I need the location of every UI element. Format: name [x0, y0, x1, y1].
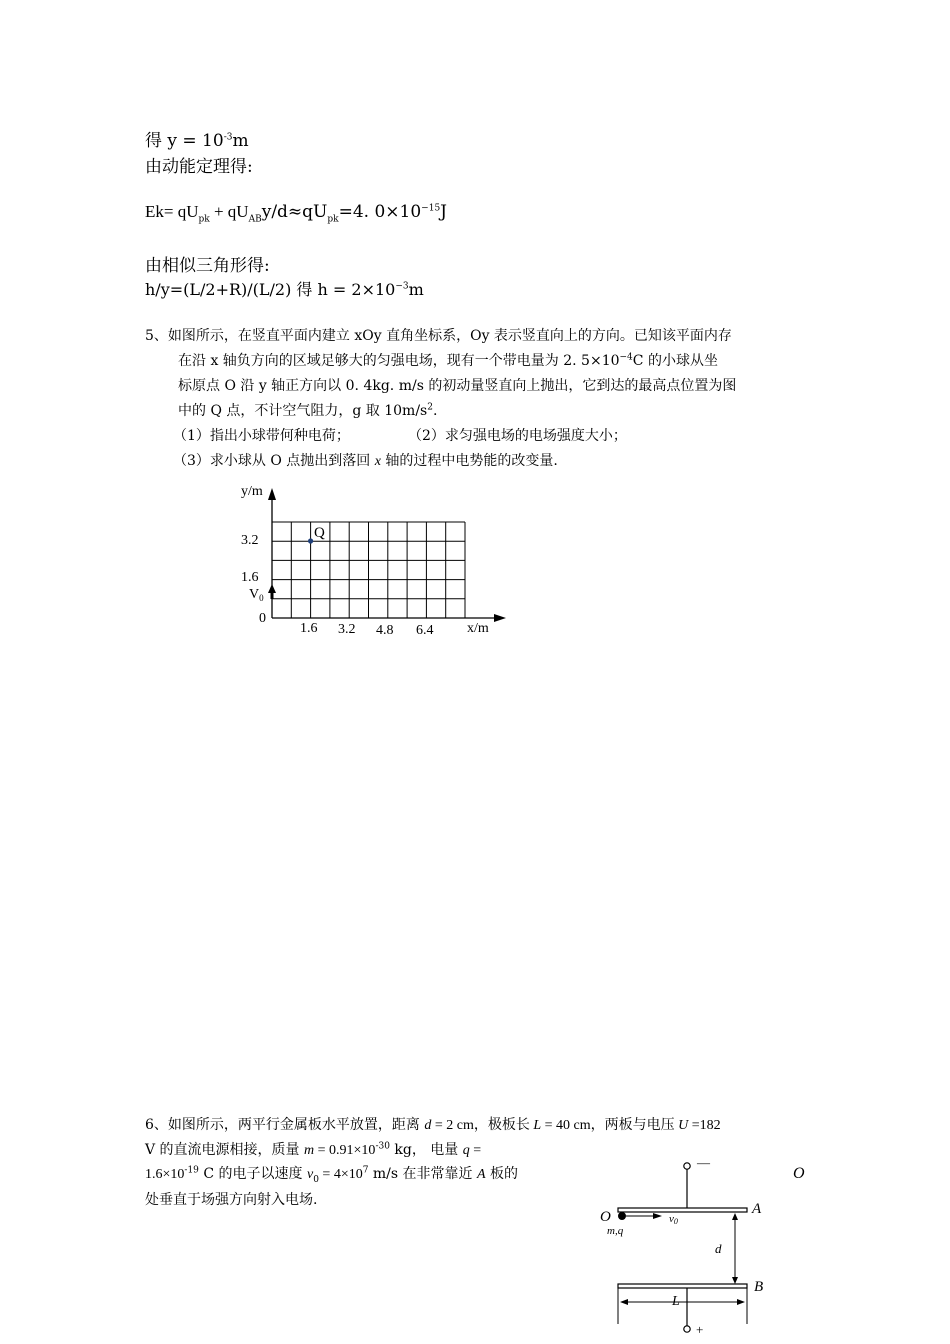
- plate-b-label: B: [754, 1279, 764, 1295]
- y-tick-3-2: 3.2: [241, 533, 259, 548]
- point-q-label: Q: [314, 525, 325, 541]
- x-axis-label: x/m: [467, 621, 489, 636]
- q6-line-4: 处垂直于场强方向射入电场.: [145, 1192, 318, 1208]
- electron-dot: [618, 1212, 626, 1220]
- length-arrow-right: [737, 1299, 745, 1305]
- gap-label: d: [715, 1241, 722, 1256]
- result-y-line: 得 $y = 10^{-3}m$: [145, 131, 249, 151]
- gap-arrow-top: [732, 1213, 738, 1220]
- minus-sign: —: [697, 1155, 710, 1170]
- origin-label: 0: [259, 611, 266, 626]
- y-axis-label: y/m: [241, 484, 263, 499]
- x-tick-6-4: 6.4: [416, 623, 434, 638]
- q5-line-3: 标原点 O 沿 y 轴正方向以 0. 4kg. m/s 的初动量竖直向上抛出，它到达的最高点位置为图: [178, 378, 737, 394]
- gap-arrow-bottom: [732, 1277, 738, 1284]
- x-tick-3-2: 3.2: [338, 622, 356, 637]
- x-axis-arrow: [494, 614, 506, 622]
- q5-graph: [230, 478, 520, 643]
- q5-line-2: 在沿 x 轴负方向的区域足够大的匀强电场，现有一个带电量为 2. $5\times 10^{-4}C$ 的小球从坐: [178, 352, 718, 369]
- length-label: L: [672, 1294, 680, 1309]
- y-axis-arrow: [268, 488, 276, 500]
- plate-a-label: A: [752, 1201, 762, 1217]
- v0-label: $V_0$: [249, 587, 264, 603]
- plate-a: [618, 1208, 747, 1212]
- negative-terminal: [684, 1163, 690, 1169]
- mass-charge-label: m,q: [607, 1225, 624, 1237]
- q6-line-1: 6、如图所示，两平行金属板水平放置，距离 d = 2 cm，极板长 L = 40 cm，两板与电压 U =182: [145, 1117, 721, 1133]
- q5-sub-1: （1）指出小球带何种电荷；: [173, 428, 350, 444]
- q6-line-3: $1.6\times 10^{-19}$ C 的电子以速度 $v_0 = 4\times 10^7$ m/s 在非常靠近 A 板的: [145, 1165, 518, 1185]
- x-tick-4-8: 4.8: [376, 623, 394, 638]
- v0-arrow-head: [268, 584, 276, 593]
- y-tick-1-6: 1.6: [241, 570, 259, 585]
- origin-o-label: O: [600, 1209, 611, 1225]
- velocity-label: v0: [669, 1213, 678, 1226]
- x-tick-1-6: 1.6: [300, 621, 318, 636]
- point-q-marker: [308, 538, 313, 543]
- stray-o-label: O: [793, 1165, 805, 1182]
- velocity-arrow-head: [653, 1213, 662, 1219]
- plus-sign: +: [696, 1322, 704, 1337]
- q5-sub-2: （2）求匀强电场的电场强度大小；: [408, 428, 627, 444]
- q6-diagram: [590, 1152, 790, 1342]
- theorem-line: 由动能定理得:: [145, 157, 253, 177]
- ek-equation: $Ek= qU_{pk} + qU_{AB}y/d\approx qU_{pk}=4$. $0\times 10^{-15}J$: [145, 202, 447, 225]
- q5-line-1: 5、如图所示，在竖直平面内建立 xOy 直角坐标系，Oy 表示竖直向上的方向。已知该平面内存: [145, 328, 732, 344]
- length-arrow-left: [620, 1299, 628, 1305]
- q5-line-4: 中的 Q 点，不计空气阻力，g 取 $10m/s^2$.: [178, 402, 438, 419]
- graph-grid: [272, 522, 465, 618]
- positive-terminal: [684, 1326, 690, 1332]
- h-equation: h/y=(L/2+R)/(L/2) 得 $h = 2\times 10^{-3}m$: [145, 280, 424, 299]
- similar-line: 由相似三角形得:: [145, 256, 270, 276]
- q6-line-2: V 的直流电源相接，质量 $m = 0.91\times 10^{-30}$ kg， 电量 q =: [145, 1141, 482, 1158]
- q5-sub-3: （3）求小球从 O 点抛出到落回 x 轴的过程中电势能的改变量.: [173, 453, 558, 469]
- plate-b: [618, 1284, 747, 1288]
